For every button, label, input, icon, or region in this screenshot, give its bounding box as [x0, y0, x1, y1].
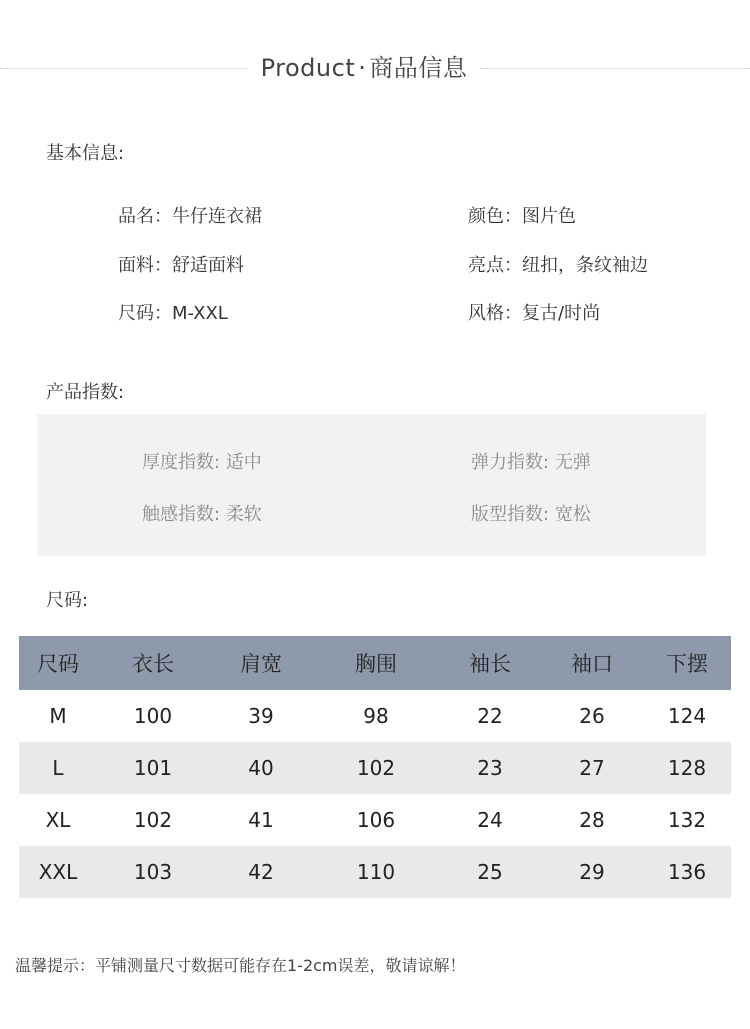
title-separator: ·	[358, 54, 367, 82]
index-key: 厚度指数:	[142, 452, 221, 473]
index-value: 无弹	[554, 452, 591, 473]
size-section-label: 尺码:	[46, 590, 89, 611]
header-divider-left	[0, 68, 248, 69]
column-header: 衣长	[97, 636, 209, 690]
table-cell: 110	[313, 846, 439, 898]
info-value: 牛仔连衣裙	[172, 206, 262, 227]
title-chinese: 商品信息	[369, 54, 468, 82]
table-cell: XXL	[19, 846, 97, 898]
table-cell: 132	[667, 808, 707, 832]
page-title	[248, 50, 480, 86]
table-cell: 39	[248, 704, 274, 728]
table-cell: 24	[477, 808, 503, 832]
index-item-touch	[142, 503, 262, 527]
title-english: Product	[260, 54, 356, 82]
table-cell: 124	[667, 704, 707, 728]
table-cell: 41	[248, 808, 274, 832]
info-item-style	[468, 302, 600, 326]
table-cell: 22	[477, 704, 503, 728]
info-key: 风格：	[468, 303, 522, 324]
index-key: 弹力指数:	[471, 452, 550, 473]
index-key: 版型指数:	[471, 504, 550, 525]
table-cell: 100	[133, 704, 173, 728]
column-header: 袖长	[439, 636, 541, 690]
product-index-panel	[37, 414, 706, 556]
info-value: M-XXL	[172, 303, 228, 324]
size-table	[19, 636, 731, 898]
info-item-color	[468, 205, 576, 229]
index-value: 宽松	[554, 504, 591, 525]
table-cell: 102	[313, 742, 439, 794]
table-cell: 26	[579, 704, 605, 728]
table-cell: 29	[541, 846, 643, 898]
info-value: 复古/时尚	[522, 303, 601, 324]
table-cell: 101	[97, 742, 209, 794]
column-header: 下摆	[643, 636, 731, 690]
footer-note: 温馨提示：平铺测量尺寸数据可能存在1-2cm误差，敬请谅解！	[15, 956, 466, 975]
table-cell: 136	[643, 846, 731, 898]
table-cell: XL	[45, 808, 71, 832]
column-header: 肩宽	[209, 636, 313, 690]
index-item-elasticity	[471, 451, 591, 475]
index-value: 适中	[225, 452, 262, 473]
info-value: 图片色	[522, 206, 576, 227]
table-row	[19, 742, 731, 794]
table-cell: 28	[579, 808, 605, 832]
index-item-fit	[471, 503, 591, 527]
info-item-name	[118, 205, 262, 229]
info-key: 亮点：	[468, 255, 522, 276]
table-cell: 42	[209, 846, 313, 898]
info-key: 颜色：	[468, 206, 522, 227]
info-value: 纽扣，条纹袖边	[522, 255, 648, 276]
column-header: 袖口	[541, 636, 643, 690]
table-cell: 23	[439, 742, 541, 794]
info-item-highlight	[468, 254, 648, 278]
size-table-header	[19, 636, 731, 690]
info-item-fabric	[118, 254, 244, 278]
info-key: 尺码：	[118, 303, 172, 324]
header-divider-right	[480, 68, 750, 69]
table-cell: 27	[541, 742, 643, 794]
info-item-size	[118, 302, 228, 326]
product-index-label: 产品指数:	[46, 382, 125, 403]
table-cell: L	[19, 742, 97, 794]
basic-info-label: 基本信息:	[46, 143, 125, 164]
info-key: 品名：	[118, 206, 172, 227]
table-row	[19, 794, 731, 846]
table-row	[19, 846, 731, 898]
table-cell: 25	[439, 846, 541, 898]
table-cell: 106	[356, 808, 396, 832]
index-item-thickness	[142, 451, 262, 475]
info-key: 面料：	[118, 255, 172, 276]
info-value: 舒适面料	[172, 255, 244, 276]
table-cell: 103	[97, 846, 209, 898]
column-header: 胸围	[313, 636, 439, 690]
table-cell: 98	[363, 704, 389, 728]
table-cell: 40	[209, 742, 313, 794]
table-cell: 102	[133, 808, 173, 832]
table-cell: 128	[643, 742, 731, 794]
index-key: 触感指数:	[142, 504, 221, 525]
index-value: 柔软	[225, 504, 262, 525]
column-header: 尺码	[19, 636, 97, 690]
table-cell: M	[49, 704, 67, 728]
table-row	[19, 690, 731, 742]
